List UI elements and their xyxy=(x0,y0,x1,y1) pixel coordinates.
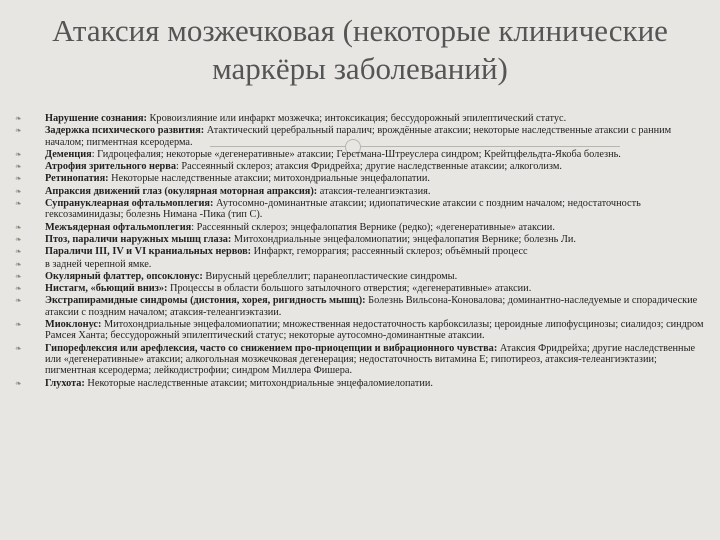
list-item xyxy=(15,186,710,197)
list-item xyxy=(15,343,710,377)
item-term: Ретинопатия: xyxy=(45,173,109,185)
item-text: Некоторые наследственные атаксии; митохондриальные энцефаломиелопатии. xyxy=(84,377,433,389)
item-text: Атаксия Фридрейха; другие наследственные или «дегенеративные» атаксии; алкогольная мозжечковая дегенерация; недостаточность витамина Е; гипотиреоз, атаксия-телеангиэктазии; пигментная ксеродерма; лейкодистрофии; синдром Миллера Фишера. xyxy=(45,342,696,377)
fleuron-bullet-icon: ❧ xyxy=(15,126,22,136)
list-item xyxy=(15,378,710,389)
list-item xyxy=(15,113,710,124)
list-item xyxy=(15,246,710,257)
fleuron-bullet-icon: ❧ xyxy=(15,271,22,281)
item-term: Нарушение сознания: xyxy=(45,113,147,124)
fleuron-bullet-icon: ❧ xyxy=(15,199,22,209)
item-text: Аутосомно-доминантные атаксии; идиопатические атаксии с поздним началом; недостаточность гексозаминидазы; болезнь Нимана -Пика (тип С). xyxy=(45,198,641,221)
list-item xyxy=(15,198,710,221)
item-text: Кровоизлияние или инфаркт мозжечка; интоксикация; бессудорожный эпилептический статус. xyxy=(146,113,567,124)
fleuron-bullet-icon: ❧ xyxy=(15,162,22,172)
item-text: Атактический церебральный паралич; врождённые атаксии; некоторые наследственные атаксии с ранним началом; пигментная ксеродерма. xyxy=(45,125,672,148)
fleuron-bullet-icon: ❧ xyxy=(15,234,22,244)
item-term: Нистагм, «бьющий вниз»: xyxy=(45,283,168,295)
item-text: в задней черепной ямке. xyxy=(45,258,152,270)
list-item xyxy=(15,283,710,294)
item-text: Митохондриальные энцефаломиопатии; энцефалопатия Вернике; болезнь Ли. xyxy=(231,233,576,245)
list-item xyxy=(15,234,710,245)
fleuron-bullet-icon: ❧ xyxy=(15,247,22,257)
fleuron-bullet-icon: ❧ xyxy=(15,343,22,353)
item-term: Супрануклеарная офтальмоплегия: xyxy=(45,198,214,210)
item-text: : Гидроцефалия; некоторые «дегенеративные» атаксии; Герстмана-Штреуслера синдром; Крейтцфельдта-Якоба болезнь. xyxy=(91,148,621,160)
item-text: Вирусный цереблеллит; паранеопластические синдромы. xyxy=(202,270,458,282)
fleuron-bullet-icon: ❧ xyxy=(15,149,22,159)
marker-list xyxy=(15,113,710,390)
item-text: Процессы в области большого затылочного отверстия; «дегенеративные» атаксии. xyxy=(167,283,532,295)
fleuron-bullet-icon: ❧ xyxy=(15,296,22,306)
list-item xyxy=(15,173,710,184)
item-text: : Рассеянный склероз; атаксия Фридрейха; другие наследственные атаксии; алкоголизм. xyxy=(176,161,562,173)
item-term: Атрофия зрительного нерва xyxy=(45,161,176,173)
list-item xyxy=(15,271,710,282)
slide-title: Атаксия мозжечковая (некоторые клинические маркёры заболеваний) xyxy=(52,13,668,86)
list-item xyxy=(15,125,710,148)
item-term: Деменция xyxy=(45,148,92,160)
item-text: Митохондриальные энцефаломиопатии; множественная недостаточность карбоксилазы; цероидные липофусцинозы; сиалидоз; синдром Рамсея Ханта; бессудорожный эпилептический статус; некоторые аутосомно-доминантные атаксии. xyxy=(45,319,704,342)
item-term: Экстрапирамидные синдромы (дистония, хорея, ригидность мышц): xyxy=(45,295,366,307)
fleuron-bullet-icon: ❧ xyxy=(15,114,22,123)
item-text: Болезнь Вильсона-Коновалова; доминантно-наследуемые и спорадические атаксии с поздним началом; атаксия-телеангиэктазии. xyxy=(45,295,698,318)
fleuron-bullet-icon: ❧ xyxy=(15,174,22,184)
item-text: Некоторые наследственные атаксии; митохондриальные энцефалопатии. xyxy=(108,173,430,185)
item-text: атаксия-телеангиэктазия. xyxy=(317,185,431,197)
item-term: Межъядерная офтальмоплегия xyxy=(45,221,192,233)
fleuron-bullet-icon: ❧ xyxy=(15,186,22,196)
item-term: Миоклонус: xyxy=(45,319,102,331)
item-text: Инфаркт, геморрагия; рассеянный склероз; объёмный процесс xyxy=(251,246,528,258)
list-item xyxy=(15,295,710,318)
item-term: Птоз, параличи наружных мышц глаза: xyxy=(45,233,232,245)
fleuron-bullet-icon: ❧ xyxy=(15,222,22,232)
item-term: Задержка психического развития: xyxy=(45,125,205,137)
item-term: Глухота: xyxy=(45,377,85,389)
item-term: Апраксия движений глаз (окулярная моторная апраксия): xyxy=(45,185,318,197)
item-term: Гипорефлексия или арефлексия, часто со снижением про-приоцепции и вибрационного чувства: xyxy=(45,342,498,354)
fleuron-bullet-icon: ❧ xyxy=(15,378,22,388)
list-item xyxy=(15,161,710,172)
list-item xyxy=(15,149,710,160)
list-item xyxy=(15,222,710,233)
item-text: : Рассеянный склероз; энцефалопатия Вернике (редко); «дегенеративные» атаксии. xyxy=(191,221,555,233)
list-item xyxy=(15,319,710,342)
item-term: Параличи III, IV и VI краниальных нервов: xyxy=(45,246,252,258)
fleuron-bullet-icon: ❧ xyxy=(15,284,22,294)
list-item xyxy=(15,259,710,270)
item-term: Окулярный флаттер, опсоклонус: xyxy=(45,270,203,282)
fleuron-bullet-icon: ❧ xyxy=(15,259,22,269)
fleuron-bullet-icon: ❧ xyxy=(15,320,22,330)
